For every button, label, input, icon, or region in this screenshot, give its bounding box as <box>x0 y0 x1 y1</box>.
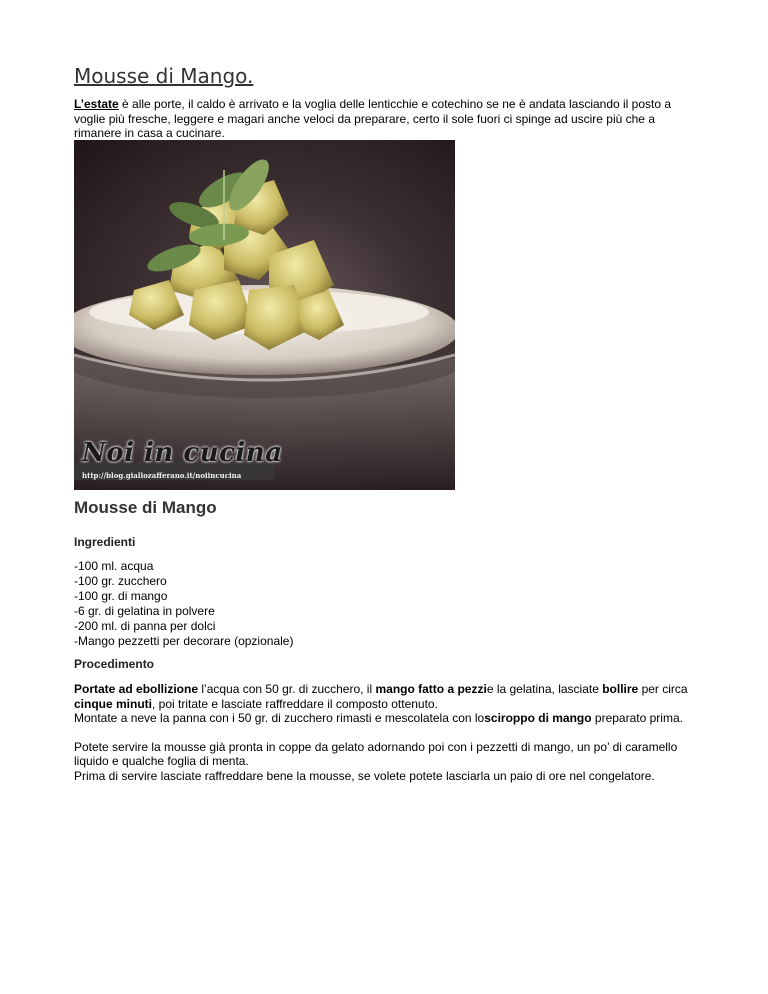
list-item: -100 ml. acqua <box>74 559 154 573</box>
page-title: Mousse di Mango. <box>74 64 254 88</box>
procedure-text <box>74 682 700 783</box>
watermark-title: Noi in cucina <box>82 438 283 468</box>
estate-link[interactable]: L’estate <box>74 97 119 111</box>
text: e la gelatina, lasciate <box>486 682 603 696</box>
text: per circa <box>638 682 688 696</box>
list-item: -100 gr. di mango <box>74 589 168 603</box>
bold-text: mango fatto a pezzi <box>375 682 487 696</box>
bold-text: sciroppo di mango <box>484 711 592 725</box>
bold-text: bollire <box>602 682 639 696</box>
procedure-label: Procedimento <box>74 657 155 671</box>
intro-paragraph <box>74 97 700 141</box>
ingredients-label: Ingredienti <box>74 535 136 549</box>
step-2 <box>74 711 700 726</box>
ingredients-list <box>74 559 293 649</box>
step-3: Potete servire la mousse già pronta in coppe da gelato adornando poi con i pezzetti di mango, un po’ di caramello liquido e qualche foglia di menta. <box>74 739 678 768</box>
text: Montate a neve la panna con i 50 gr. di zucchero rimasti e mescolatela con lo <box>74 711 485 725</box>
list-item: -Mango pezzetti per decorare (opzionale) <box>74 634 294 648</box>
list-item: -100 gr. zucchero <box>74 574 167 588</box>
watermark-url: http://blog.giallozafferano.it/noiincucina <box>82 471 242 480</box>
mousse-photo <box>74 140 455 490</box>
list-item: -200 ml. di panna per dolci <box>74 619 216 633</box>
text: l’acqua con 50 gr. di zucchero, il <box>198 682 376 696</box>
intro-text: è alle porte, il caldo è arrivato e la voglia delle lenticchie e cotechino se ne è andata lasciando il posto a voglie più fresche, leggere e magari anche veloci da preparare, certo il sole fuori ci spinge ad uscire più che a rimanere in casa a cucinare. <box>74 97 672 140</box>
separator: . <box>74 729 76 736</box>
step-1 <box>74 682 700 711</box>
list-item: -6 gr. di gelatina in polvere <box>74 604 215 618</box>
recipe-title: Mousse di Mango <box>74 498 217 517</box>
bold-text: Portate ad ebollizione <box>74 682 199 696</box>
text: , poi tritate e lasciate raffreddare il composto ottenuto. <box>152 696 438 711</box>
step-4: Prima di servire lasciate raffreddare bene la mousse, se volete potete lasciarla un paio di ore nel congelatore. <box>74 768 655 783</box>
bold-text: cinque minuti <box>74 696 152 711</box>
text: preparato prima. <box>591 711 683 725</box>
